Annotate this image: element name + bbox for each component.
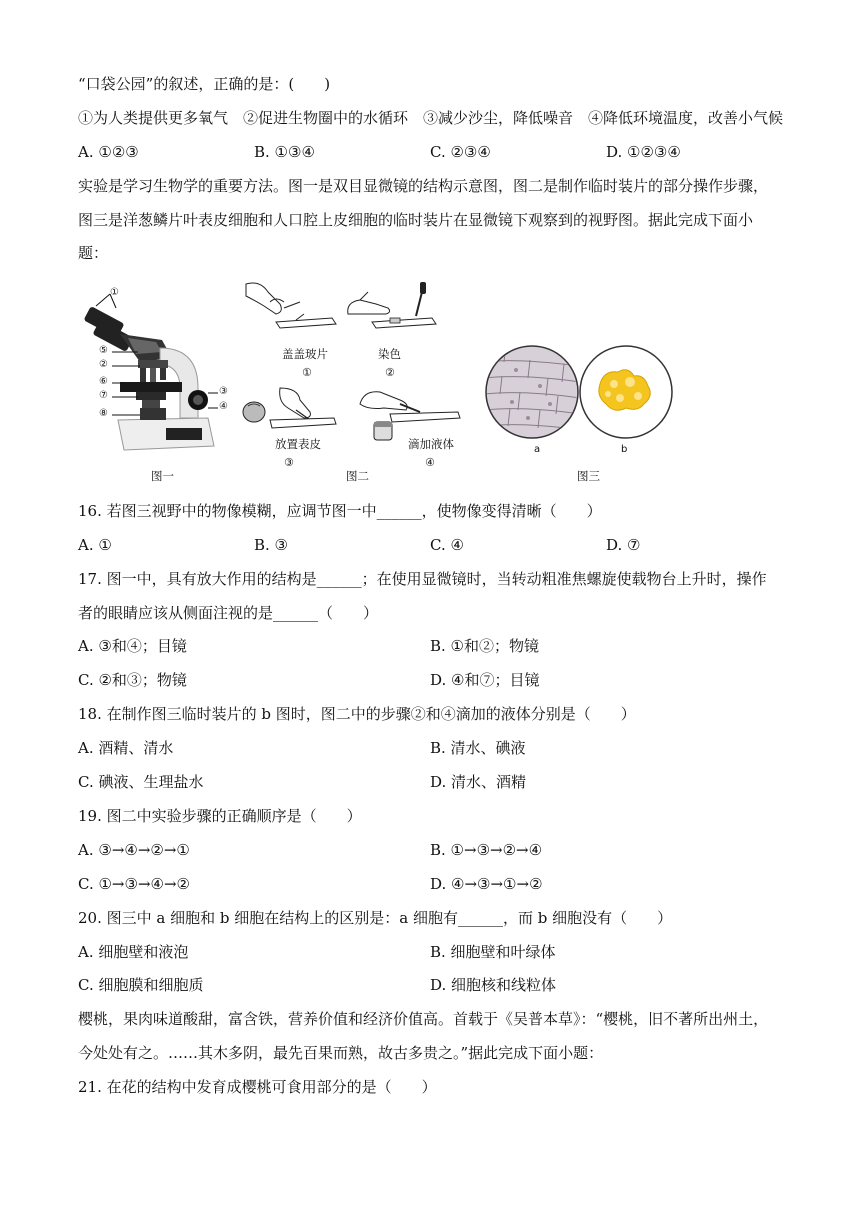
- fig1-marker-1: ①: [110, 287, 119, 298]
- q17-stem-continued: 者的眼睛应该从侧面注视的是______（ ）: [78, 604, 379, 622]
- cherry-intro-line-2: 今处处有之。……其木多阴，最先百果而熟，故古多贵之。”据此完成下面小题：: [78, 1044, 604, 1062]
- q20-stem: 20. 图三中 a 细胞和 b 细胞在结构上的区别是：a 细胞有______，而 b 细胞没有（ ）: [78, 909, 673, 927]
- fig3-label-a: a: [534, 444, 541, 455]
- step3-placing-epidermis-illustration: [240, 384, 340, 434]
- fig1-marker-3: ③: [219, 386, 228, 397]
- q16-option-d: D. ⑦: [606, 536, 641, 554]
- intro-tail: “口袋公园”的叙述，正确的是：( ): [78, 75, 331, 93]
- cherry-intro-line-1: 樱桃，果肉味道酸甜，富含铁，营养价值和经济价值高。首载于《吴普本草》：“樱桃，旧不著所出州土，: [78, 1010, 769, 1028]
- q20-option-d: D. 细胞核和线粒体: [430, 976, 557, 994]
- q20-option-c: C. 细胞膜和细胞质: [78, 976, 204, 994]
- step2-label: 染色: [378, 347, 401, 361]
- q17-option-b: B. ①和②；物镜: [430, 637, 540, 655]
- q19-option-a: A. ③→④→②→①: [78, 841, 190, 859]
- q16-stem: 16. 若图三视野中的物像模糊，应调节图一中______，使物像变得清晰（ ）: [78, 502, 602, 520]
- figure2-caption: 图二: [346, 469, 369, 483]
- experiment-intro-line-2: 图三是洋葱鳞片叶表皮细胞和人口腔上皮细胞的临时装片在显微镜下观察到的视野图。据此完成下面小: [78, 211, 754, 229]
- cheek-cells-micrograph: [578, 344, 674, 440]
- step4-number: ④: [425, 456, 435, 469]
- figure1-caption: 图一: [151, 469, 174, 483]
- fig1-marker-2: ②: [99, 359, 108, 370]
- fig1-marker-6: ⑥: [99, 376, 108, 387]
- step1-label: 盖盖玻片: [282, 347, 328, 361]
- q17-option-c: C. ②和③；物镜: [78, 671, 187, 689]
- step4-adding-liquid-illustration: [350, 384, 462, 444]
- q20-option-a: A. 细胞壁和液泡: [78, 943, 189, 961]
- q18-option-d: D. 清水、酒精: [430, 773, 527, 791]
- step2-staining-illustration: [342, 278, 442, 334]
- q19-stem: 19. 图二中实验步骤的正确顺序是（ ）: [78, 807, 362, 825]
- q19-option-c: C. ①→③→④→②: [78, 875, 190, 893]
- figure3-caption: 图三: [577, 469, 600, 483]
- q18-option-a: A. 酒精、清水: [78, 739, 174, 757]
- q19-option-b: B. ①→③→②→④: [430, 841, 543, 859]
- fig3-label-b: b: [621, 444, 628, 455]
- step2-number: ②: [385, 366, 395, 379]
- q16-option-b: B. ③: [254, 536, 289, 554]
- fig1-marker-5: ⑤: [99, 345, 108, 356]
- onion-cells-micrograph: [484, 344, 580, 440]
- experiment-intro-line-1: 实验是学习生物学的重要方法。图一是双目显微镜的结构示意图，图二是制作临时装片的部分操作步骤，: [78, 177, 769, 195]
- q19-option-d: D. ④→③→①→②: [430, 875, 543, 893]
- fig1-marker-4: ④: [219, 401, 228, 412]
- q17-stem: 17. 图一中，具有放大作用的结构是______；在使用显微镜时，当转动粗准焦螺旋使载物台上升时，操作: [78, 570, 767, 588]
- q15-option-d: D. ①②③④: [606, 143, 681, 161]
- step3-number: ③: [284, 456, 294, 469]
- q18-option-b: B. 清水、碘液: [430, 739, 526, 757]
- experiment-intro-line-3: 题：: [78, 244, 109, 262]
- q16-option-c: C. ④: [430, 536, 464, 554]
- step3-label: 放置表皮: [275, 437, 321, 451]
- q18-option-c: C. 碘液、生理盐水: [78, 773, 204, 791]
- step1-cover-glass-illustration: [240, 278, 340, 334]
- q17-option-a: A. ③和④；目镜: [78, 637, 187, 655]
- fig1-marker-7: ⑦: [99, 390, 108, 401]
- q16-option-a: A. ①: [78, 536, 112, 554]
- q15-option-c: C. ②③④: [430, 143, 491, 161]
- q18-stem: 18. 在制作图三临时装片的 b 图时，图二中的步骤②和④滴加的液体分别是（ ）: [78, 705, 636, 723]
- step1-number: ①: [302, 366, 312, 379]
- step4-label: 滴加液体: [408, 437, 454, 451]
- q21-stem: 21. 在花的结构中发育成樱桃可食用部分的是（ ）: [78, 1078, 437, 1096]
- fig1-marker-8: ⑧: [99, 408, 108, 419]
- q15-option-a: A. ①②③: [78, 143, 139, 161]
- q20-option-b: B. 细胞壁和叶绿体: [430, 943, 556, 961]
- q17-option-d: D. ④和⑦；目镜: [430, 671, 540, 689]
- q15-option-b: B. ①③④: [254, 143, 315, 161]
- q15-statements: ①为人类提供更多氧气 ②促进生物圈中的水循环 ③减少沙尘，降低噪音 ④降低环境温度，改善小气候: [78, 109, 784, 127]
